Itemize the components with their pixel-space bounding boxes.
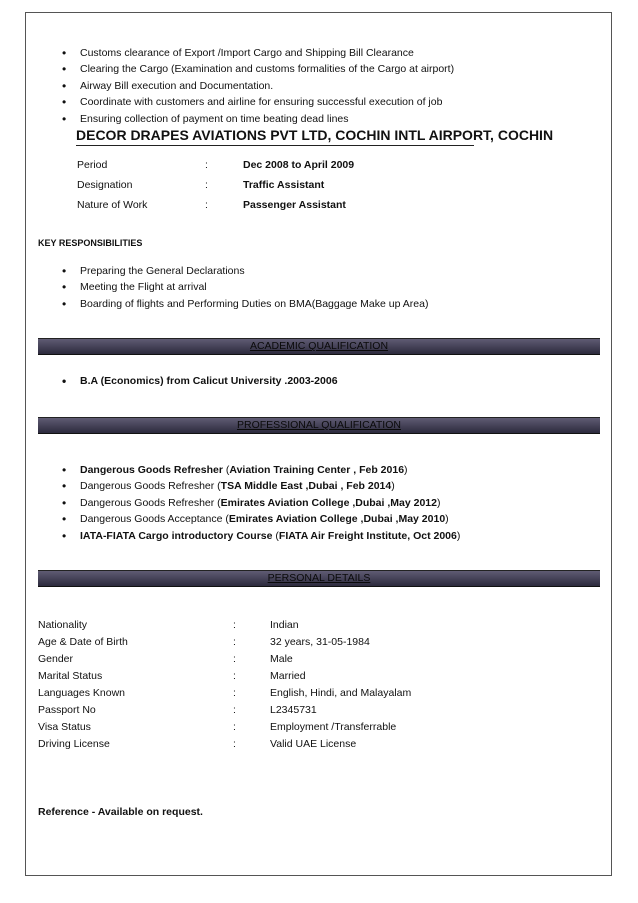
course-name: IATA-FIATA Cargo introductory Course <box>80 529 273 542</box>
list-item <box>62 462 460 478</box>
duties-list <box>62 45 454 127</box>
professional-title: PROFESSIONAL QUALIFICATION <box>237 419 401 431</box>
institution: Emirates Aviation College ,Dubai ,May 2010 <box>228 513 446 526</box>
designation-label: Designation <box>77 179 133 191</box>
academic-band <box>38 338 600 355</box>
paren-open: ( <box>272 529 279 542</box>
nationality-label: Nationality <box>38 619 88 631</box>
key-responsibilities-list <box>62 263 428 312</box>
visa-status-sep: : <box>233 721 236 733</box>
driving-license-label: Driving License <box>38 738 110 750</box>
personal-band <box>38 570 600 587</box>
list-item <box>62 528 460 544</box>
list-item: • Meeting the Flight at arrival <box>62 279 428 295</box>
course-name: Dangerous Goods Acceptance <box>80 513 223 526</box>
institution: Aviation Training Center , Feb 2016 <box>229 464 405 476</box>
passport-label: Passport No <box>38 704 96 716</box>
age-dob-value: 32 years, 31-05-1984 <box>270 636 370 648</box>
nature-of-work-sep: : <box>205 199 208 211</box>
period-sep: : <box>205 159 208 171</box>
list-item: • B.A (Economics) from Calicut University .2003-2006 <box>62 373 338 389</box>
list-item: • Clearing the Cargo (Examination and customs formalities of the Cargo at airport) <box>62 61 454 77</box>
key-responsibilities-heading: KEY RESPONSIBILITIES <box>38 238 143 248</box>
course-name: Dangerous Goods Refresher <box>80 464 223 476</box>
list-item: • Ensuring collection of payment on time beating dead lines <box>62 111 454 127</box>
period-label: Period <box>77 159 108 171</box>
professional-list <box>62 462 460 544</box>
languages-value: English, Hindi, and Malayalam <box>270 687 412 699</box>
gender-value: Male <box>270 653 293 665</box>
personal-title: PERSONAL DETAILS <box>267 572 371 584</box>
marital-status-sep: : <box>233 670 236 682</box>
company-heading: DECOR DRAPES AVIATIONS PVT LTD, COCHIN INTL AIRPORT, COCHIN <box>76 126 474 146</box>
list-item: • Preparing the General Declarations <box>62 263 428 279</box>
academic-list <box>62 373 338 389</box>
list-item: • Airway Bill execution and Documentation. <box>62 78 454 94</box>
list-item: • Customs clearance of Export /Import Cargo and Shipping Bill Clearance <box>62 45 454 61</box>
age-dob-label: Age & Date of Birth <box>38 636 128 648</box>
passport-sep: : <box>233 704 236 716</box>
course-name: Dangerous Goods Refresher <box>80 480 215 493</box>
passport-value: L2345731 <box>270 704 317 716</box>
period-value: Dec 2008 to April 2009 <box>243 159 355 171</box>
gender-sep: : <box>233 653 236 665</box>
driving-license-value: Valid UAE License <box>270 738 357 750</box>
list-item <box>62 478 460 494</box>
age-dob-sep: : <box>233 636 236 648</box>
course-name: Dangerous Goods Refresher <box>80 496 215 509</box>
list-item: • Boarding of flights and Performing Duties on BMA(Baggage Make up Area) <box>62 296 428 312</box>
paren-close: ) <box>391 480 395 493</box>
paren-open: ( <box>214 496 221 509</box>
academic-title: ACADEMIC QUALIFICATION <box>249 340 389 352</box>
paren-close: ) <box>436 496 441 509</box>
list-item: • Coordinate with customers and airline for ensuring successful execution of job <box>62 94 454 110</box>
paren-open: ( <box>214 480 221 493</box>
paren-open: ( <box>222 464 230 476</box>
institution: TSA Middle East ,Dubai , Feb 2014 <box>220 480 392 493</box>
gender-label: Gender <box>38 653 74 665</box>
marital-status-value: Married <box>270 670 306 682</box>
nature-of-work-value: Passenger Assistant <box>243 199 346 211</box>
languages-sep: : <box>233 687 236 699</box>
languages-label: Languages Known <box>38 687 125 699</box>
nature-of-work-label: Nature of Work <box>77 199 148 211</box>
reference-note: Reference - Available on request. <box>38 806 203 818</box>
professional-band <box>38 417 600 434</box>
nationality-sep: : <box>233 619 236 631</box>
paren-close: ) <box>404 464 408 476</box>
visa-status-value: Employment /Transferrable <box>270 721 397 733</box>
list-item <box>62 511 460 527</box>
nationality-value: Indian <box>270 619 299 631</box>
institution: Emirates Aviation College ,Dubai ,May 2012 <box>220 496 437 509</box>
list-item <box>62 495 460 511</box>
paren-open: ( <box>222 513 229 526</box>
driving-license-sep: : <box>233 738 236 750</box>
marital-status-label: Marital Status <box>38 670 103 682</box>
designation-value: Traffic Assistant <box>243 179 325 191</box>
designation-sep: : <box>205 179 208 191</box>
institution: FIATA Air Freight Institute, Oct 2006 <box>278 529 457 542</box>
paren-close: ) <box>456 529 461 542</box>
paren-close: ) <box>445 513 449 526</box>
visa-status-label: Visa Status <box>38 721 91 733</box>
